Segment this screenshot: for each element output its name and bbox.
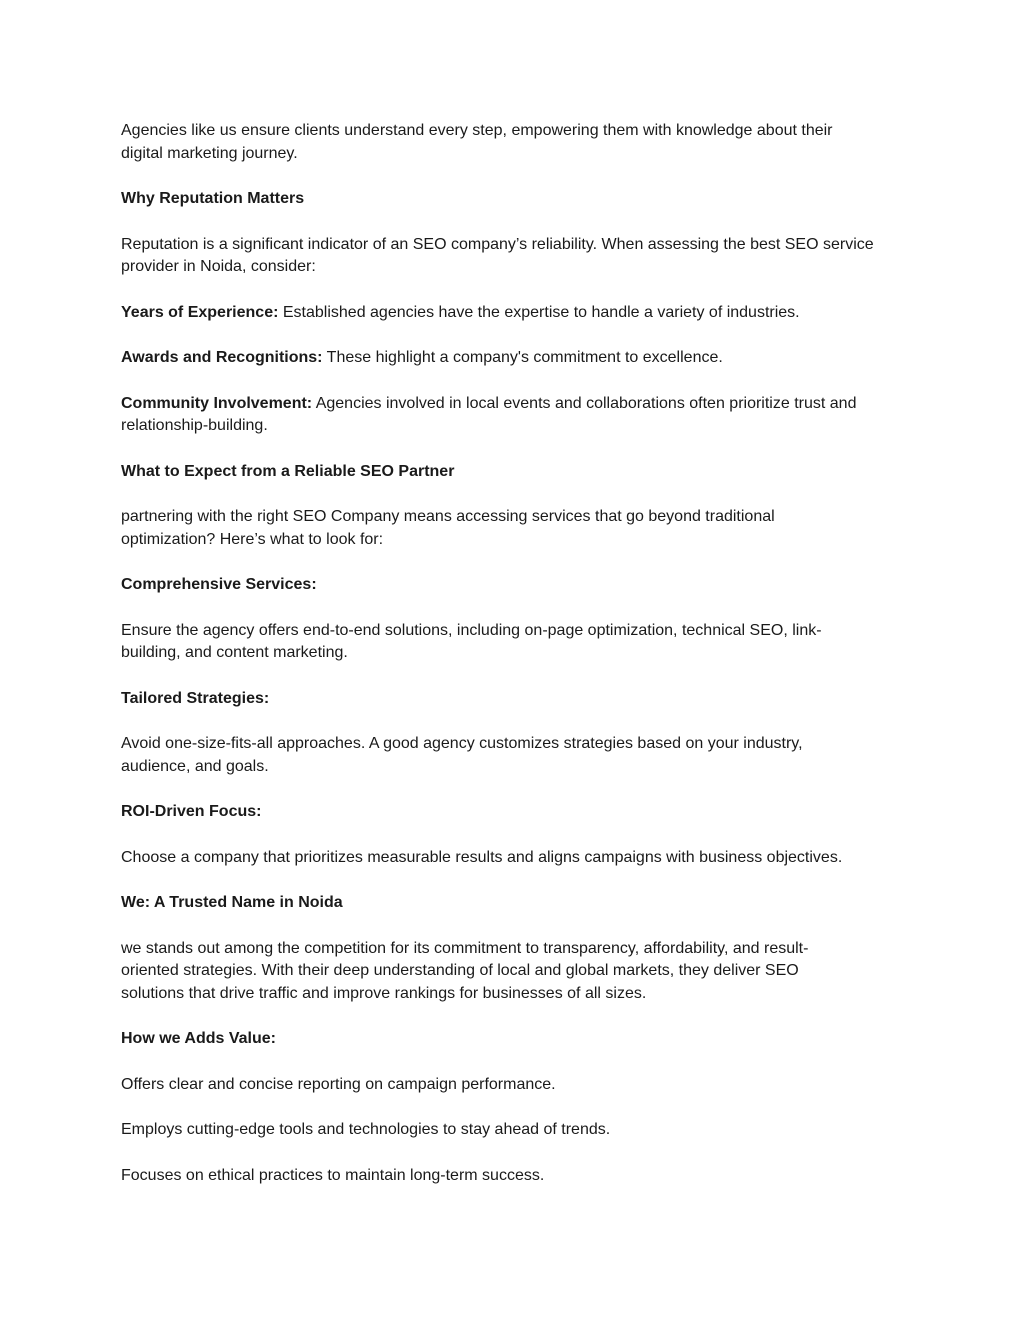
reputation-item-awards: [121, 347, 911, 370]
paragraph-line: oriented strategies. With their deep understanding of local and global markets, they deliver SEO: [121, 962, 799, 979]
item-term: Awards and Recognitions:: [121, 349, 323, 366]
trusted-paragraph: [121, 938, 911, 1006]
item-text: These highlight a company's commitment to excellence.: [322, 349, 723, 366]
paragraph-line: Ensure the agency offers end-to-end solutions, including on-page optimization, technical SEO, link-: [121, 621, 822, 639]
reputation-item-community: [121, 393, 911, 438]
item-line: [121, 393, 911, 416]
intro-line: digital marketing journey.: [121, 144, 298, 162]
item-text: Agencies involved in local events and collaborations often prioritize trust and: [312, 394, 857, 412]
item-term: Years of Experience:: [121, 303, 279, 321]
reputation-item-experience: [121, 302, 911, 325]
item-line: [121, 347, 911, 370]
item-line: [121, 302, 911, 325]
comprehensive-paragraph: [121, 620, 911, 665]
tailored-paragraph: [121, 733, 911, 778]
paragraph-line: audience, and goals.: [121, 757, 269, 775]
roi-paragraph: [121, 847, 911, 870]
reputation-paragraph: [121, 234, 911, 279]
value-point: Focuses on ethical practices to maintain long-term success.: [121, 1166, 545, 1184]
section-heading-expect: What to Expect from a Reliable SEO Partner: [121, 462, 455, 480]
subheading-comprehensive: Comprehensive Services:: [121, 576, 317, 593]
subheading-roi: ROI-Driven Focus:: [121, 803, 262, 820]
paragraph-line: provider in Noida, consider:: [121, 258, 316, 275]
intro-paragraph: [121, 120, 911, 165]
paragraph-line: Choose a company that prioritizes measurable results and aligns campaigns with business objectives.: [121, 848, 843, 866]
paragraph-line: Reputation is a significant indicator of an SEO company’s reliability. When assessing the best SEO service: [121, 235, 874, 253]
value-point: Employs cutting-edge tools and technologies to stay ahead of trends.: [121, 1121, 611, 1138]
paragraph-line: Avoid one-size-fits-all approaches. A good agency customizes strategies based on your industry,: [121, 735, 803, 752]
paragraph-line: optimization? Here’s what to look for:: [121, 530, 384, 548]
value-point: Offers clear and concise reporting on campaign performance.: [121, 1075, 556, 1093]
subheading-tailored: Tailored Strategies:: [121, 689, 270, 707]
section-heading-reputation: Why Reputation Matters: [121, 190, 305, 207]
item-term: Community Involvement:: [121, 394, 313, 412]
expect-paragraph: [121, 506, 911, 551]
document-page: [121, 120, 911, 1210]
item-line: relationship-building.: [121, 417, 268, 434]
paragraph-line: solutions that drive traffic and improve rankings for businesses of all sizes.: [121, 984, 647, 1002]
paragraph-line: partnering with the right SEO Company means accessing services that go beyond traditional: [121, 508, 775, 525]
section-heading-value: How we Adds Value:: [121, 1030, 276, 1047]
paragraph-line: building, and content marketing.: [121, 644, 348, 661]
section-heading-trusted: We: A Trusted Name in Noida: [121, 894, 343, 911]
intro-line: Agencies like us ensure clients understand every step, empowering them with knowledge about their: [121, 122, 833, 139]
item-text: Established agencies have the expertise to handle a variety of industries.: [278, 303, 800, 321]
paragraph-line: we stands out among the competition for its commitment to transparency, affordability, and result-: [121, 939, 809, 957]
